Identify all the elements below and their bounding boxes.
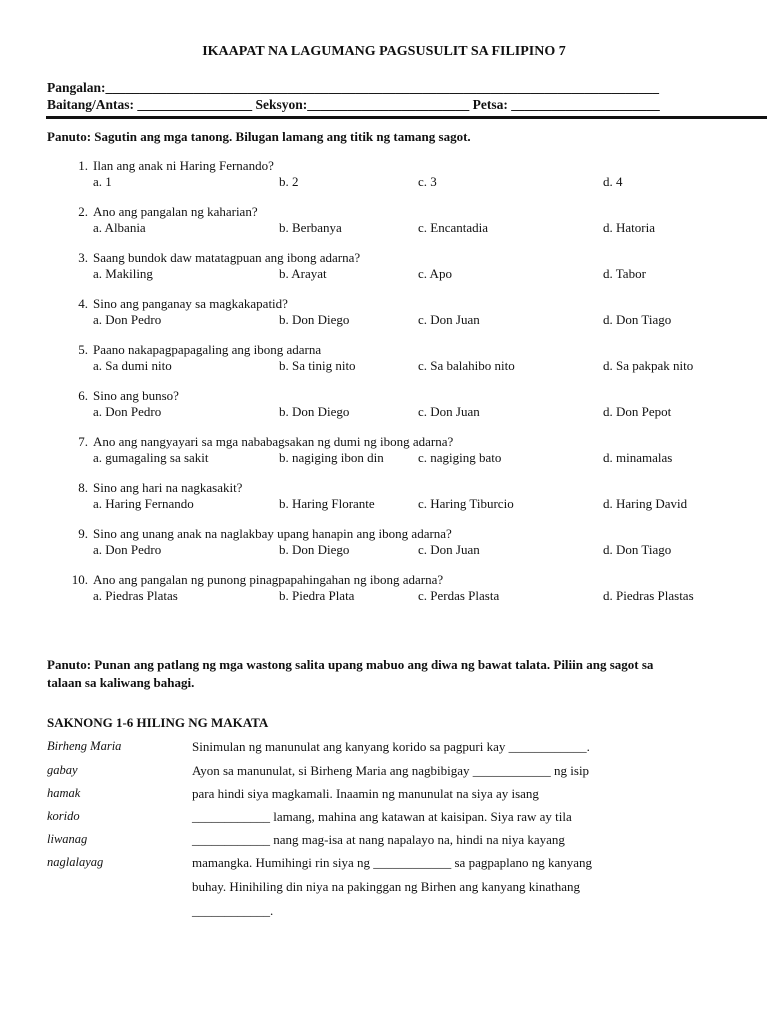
question-item [0, 342, 768, 376]
option-a[interactable]: a. Don Pedro [93, 312, 162, 327]
question-text: Saang bundok daw matatagpuan ang ibong adarna? [93, 250, 361, 265]
question-item [0, 526, 768, 560]
option-d[interactable]: d. Don Tiago [603, 542, 672, 557]
option-c[interactable]: c. 3 [418, 174, 437, 189]
option-d[interactable]: d. Don Pepot [603, 404, 672, 419]
option-c[interactable]: c. Don Juan [418, 542, 480, 557]
paragraph-line: ____________ lamang, mahina ang katawan at kaisipan. Siya raw ay tila [192, 809, 572, 824]
question-number: 6. [78, 388, 88, 403]
option-a[interactable]: a. gumagaling sa sakit [93, 450, 209, 465]
question-item [0, 388, 768, 422]
word-bank-item: gabay [47, 763, 78, 777]
question-text: Sino ang bunso? [93, 388, 179, 403]
paragraph-line: Ayon sa manunulat, si Birheng Maria ang nagbibigay ____________ ng isip [192, 763, 590, 778]
paragraph-line: ____________ nang mag-isa at nang napalayo na, hindi na niya kayang [192, 832, 565, 847]
question-number: 9. [78, 526, 88, 541]
option-c[interactable]: c. Apo [418, 266, 452, 281]
word-bank-item: korido [47, 809, 80, 823]
question-item [0, 250, 768, 284]
question-text: Sino ang panganay sa magkakapatid? [93, 296, 288, 311]
option-c[interactable]: c. Perdas Plasta [418, 588, 500, 603]
option-d[interactable]: d. 4 [603, 174, 623, 189]
option-a[interactable]: a. Don Pedro [93, 404, 162, 419]
question-item [0, 296, 768, 330]
option-d[interactable]: d. minamalas [603, 450, 673, 465]
question-item [0, 480, 768, 514]
paragraph-line: mamangka. Humihingi rin siya ng ____________ sa pagpaplano ng kanyang [192, 855, 593, 870]
option-a[interactable]: a. Piedras Platas [93, 588, 178, 603]
part2-instruction-line2: talaan sa kaliwang bahagi. [47, 675, 195, 690]
option-a[interactable]: a. Albania [93, 220, 146, 235]
option-b[interactable]: b. nagiging ibon din [279, 450, 384, 465]
header-divider [46, 116, 767, 119]
option-d[interactable]: d. Sa pakpak nito [603, 358, 694, 373]
option-d[interactable]: d. Haring David [603, 496, 688, 511]
option-a[interactable]: a. Haring Fernando [93, 496, 194, 511]
page-title: IKAAPAT NA LAGUMANG PAGSUSULIT SA FILIPINO 7 [202, 44, 566, 59]
option-b[interactable]: b. Arayat [279, 266, 327, 281]
option-d[interactable]: d. Hatoria [603, 220, 655, 235]
part2-instruction-line1: Panuto: Punan ang patlang ng mga wastong salita upang mabuo ang diwa ng bawat talata. Piliin ang sagot sa [47, 657, 654, 672]
section-title: SAKNONG 1-6 HILING NG MAKATA [47, 715, 269, 730]
question-text: Sino ang unang anak na naglakbay upang hanapin ang ibong adarna? [93, 526, 452, 541]
question-number: 1. [78, 158, 88, 173]
option-a[interactable]: a. Makiling [93, 266, 153, 281]
question-item [0, 434, 768, 468]
option-d[interactable]: d. Tabor [603, 266, 646, 281]
paragraph-line: buhay. Hinihiling din niya na pakinggan ng Birhen ang kanyang kinathang [192, 879, 580, 894]
word-bank-item: hamak [47, 786, 81, 800]
option-b[interactable]: b. Don Diego [279, 542, 350, 557]
question-number: 3. [78, 250, 88, 265]
option-b[interactable]: b. Haring Florante [279, 496, 375, 511]
question-number: 5. [78, 342, 88, 357]
option-c[interactable]: c. Encantadia [418, 220, 489, 235]
name-field-line[interactable]: Pangalan:__________________________________________________________________________________ [47, 80, 660, 95]
option-a[interactable]: a. Don Pedro [93, 542, 162, 557]
option-b[interactable]: b. Sa tinig nito [279, 358, 356, 373]
question-text: Ano ang nangyayari sa mga nababagsakan ng dumi ng ibong adarna? [93, 434, 454, 449]
option-d[interactable]: d. Don Tiago [603, 312, 672, 327]
option-c[interactable]: c. Sa balahibo nito [418, 358, 515, 373]
question-text: Ilan ang anak ni Haring Fernando? [93, 158, 274, 173]
question-text: Ano ang pangalan ng kaharian? [93, 204, 258, 219]
paragraph-line: ____________. [192, 903, 274, 918]
grade-section-date-line[interactable]: Baitang/Antas: _________________ Seksyon:________________________ Petsa: ______________________ [47, 97, 660, 112]
option-c[interactable]: c. Haring Tiburcio [418, 496, 514, 511]
question-item [0, 158, 768, 192]
option-d[interactable]: d. Piedras Plastas [603, 588, 694, 603]
question-text: Ano ang pangalan ng punong pinagpapahingahan ng ibong adarna? [93, 572, 444, 587]
paragraph-line: para hindi siya magkamali. Inaamin ng manunulat na siya ay isang [192, 786, 539, 801]
paragraph-line: Sinimulan ng manunulat ang kanyang korido sa pagpuri kay ____________. [192, 739, 590, 754]
option-b[interactable]: b. Berbanya [279, 220, 342, 235]
question-number: 8. [78, 480, 88, 495]
question-number: 4. [78, 296, 88, 311]
option-b[interactable]: b. Don Diego [279, 312, 350, 327]
option-c[interactable]: c. Don Juan [418, 404, 480, 419]
option-c[interactable]: c. Don Juan [418, 312, 480, 327]
question-number: 10. [71, 572, 88, 587]
part1-instruction: Panuto: Sagutin ang mga tanong. Bilugan lamang ang titik ng tamang sagot. [47, 129, 471, 144]
option-b[interactable]: b. Don Diego [279, 404, 350, 419]
option-a[interactable]: a. 1 [93, 174, 112, 189]
question-number: 7. [78, 434, 88, 449]
option-a[interactable]: a. Sa dumi nito [93, 358, 172, 373]
question-text: Sino ang hari na nagkasakit? [93, 480, 243, 495]
word-bank-item: liwanag [47, 832, 88, 846]
word-bank-item: naglalayag [47, 855, 104, 869]
question-text: Paano nakapagpapagaling ang ibong adarna [93, 342, 322, 357]
option-c[interactable]: c. nagiging bato [418, 450, 502, 465]
word-bank-item: Birheng Maria [47, 739, 122, 753]
question-item [0, 204, 768, 238]
question-item [0, 572, 768, 606]
question-number: 2. [78, 204, 88, 219]
option-b[interactable]: b. 2 [279, 174, 299, 189]
option-b[interactable]: b. Piedra Plata [279, 588, 355, 603]
